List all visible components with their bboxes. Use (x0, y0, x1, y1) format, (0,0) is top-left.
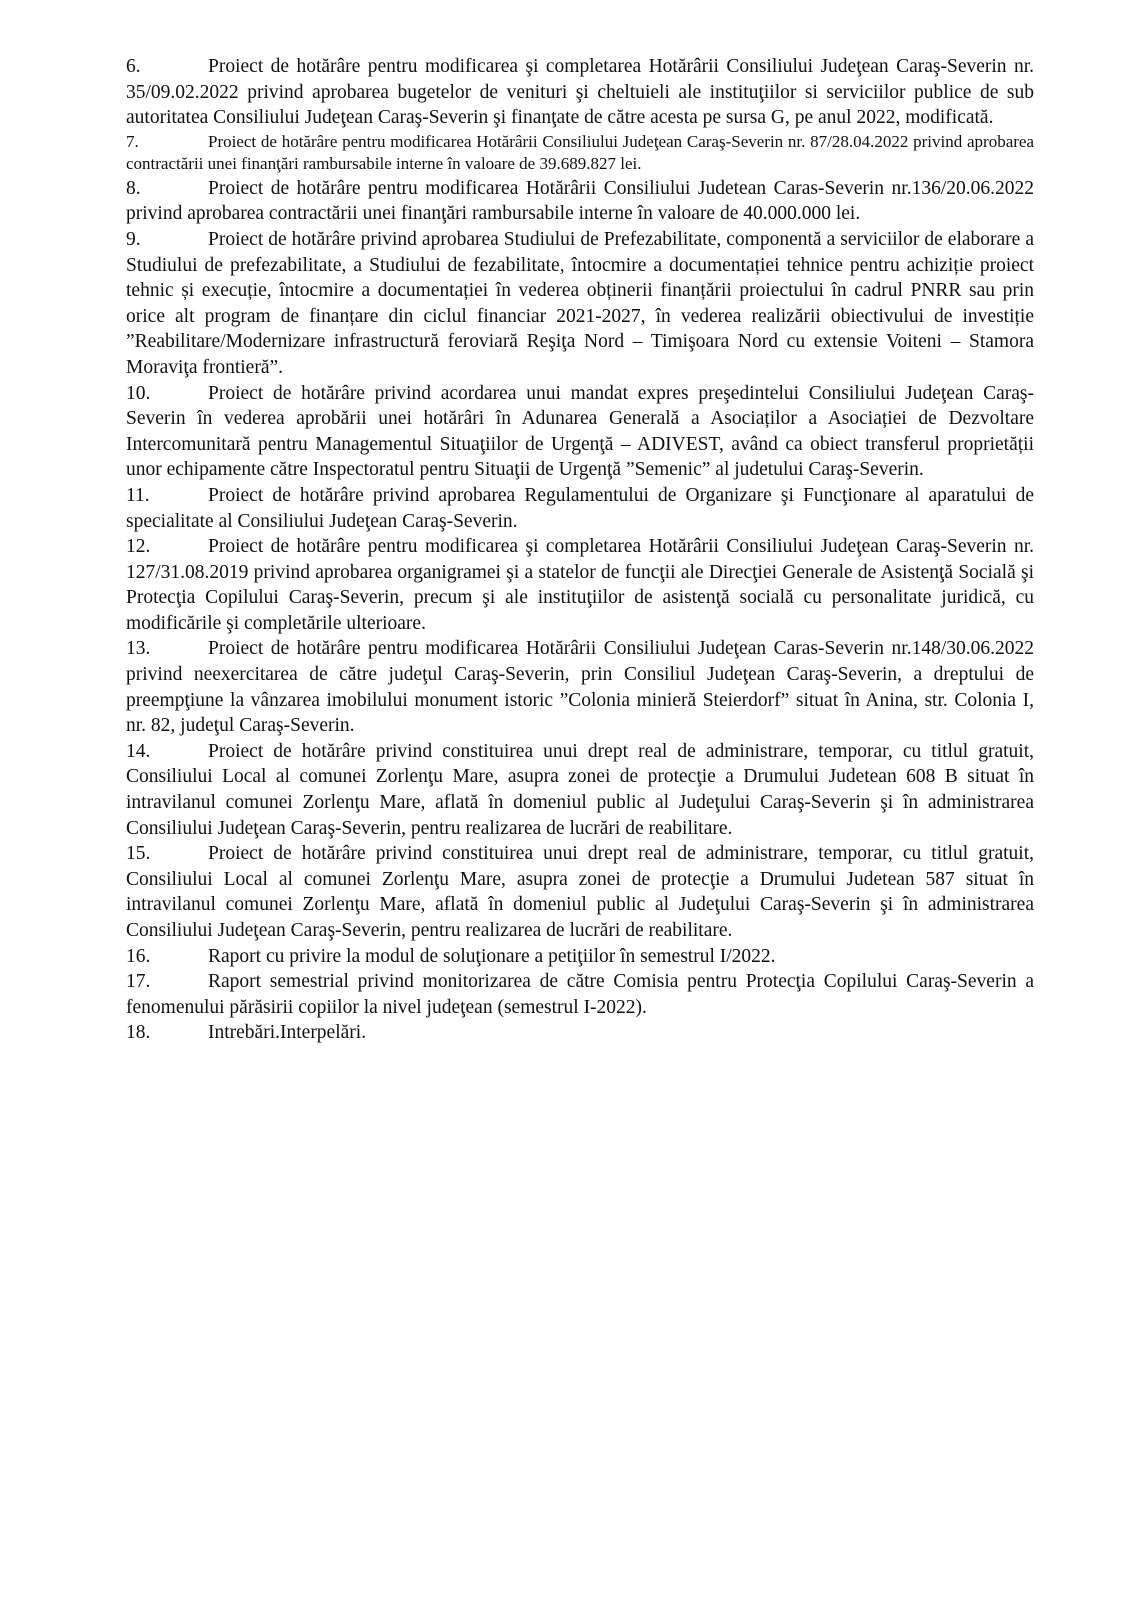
item-text: Proiect de hotărâre pentru modificarea Hotărârii Consiliului Judeţean Caraş-Severin nr. 87/28.04.2022 privind aprobarea contractării unei finanţări rambursabile interne în valoare de 39.689.827 lei. (126, 131, 1034, 174)
item-number: 11. (126, 484, 150, 506)
item-number: 10. (126, 382, 151, 404)
agenda-item-7 (126, 131, 1034, 176)
agenda-item-15 (126, 841, 1034, 943)
item-text: Proiect de hotărâre pentru modificarea şi completarea Hotărârii Consiliului Judeţean Caraş-Severin nr. 35/09.02.2022 privind aprobarea bugetelor de venituri şi cheltuieli ale instituţiilor si serviciilor publice de sub autoritatea Consiliului Judeţean Caraş-Severin şi finanţate de către acesta pe sursa G, pe anul 2022, modificată. (126, 56, 1034, 129)
item-number: 14. (126, 740, 151, 762)
item-text: Proiect de hotărâre privind constituirea unui drept real de administrare, temporar, cu titlul gratuit, Consiliului Local al comunei Zorlenţu Mare, asupra zonei de protecţie a Drumului Judetean 608 B situat în intravilanul comunei Zorlenţu Mare, aflată în domeniul public al Judeţului Caraş-Severin şi în administrarea Consiliului Judeţean Caraş-Severin, pentru realizarea de lucrări de reabilitare. (126, 740, 1034, 839)
item-number: 15. (126, 843, 151, 865)
agenda-list (126, 54, 1034, 1046)
agenda-item-13 (126, 636, 1034, 738)
item-number: 8. (126, 177, 141, 199)
item-text: Proiect de hotărâre privind constituirea unui drept real de administrare, temporar, cu titlul gratuit, Consiliului Local al comunei Zorlenţu Mare, asupra zonei de protecţie a Drumului Judetean 587 situat în intravilanul comunei Zorlenţu Mare, aflată în domeniul public al Judeţului Caraş-Severin şi în administrarea Consiliului Judeţean Caraş-Severin, pentru realizarea de lucrări de reabilitare. (126, 843, 1034, 941)
agenda-item-16 (126, 944, 1034, 970)
agenda-item-8 (126, 176, 1034, 227)
item-text: Proiect de hotărâre pentru modificarea Hotărârii Consiliului Judetean Caras-Severin nr.136/20.06.2022 privind aprobarea contractării unei finanţări rambursabile interne în valoare de 40.000.000 lei. (126, 177, 1034, 225)
agenda-item-14 (126, 739, 1034, 841)
item-text: Proiect de hotărâre privind acordarea unui mandat expres preşedintelui Consiliului Judeţean Caraş-Severin în vederea aprobării unei hotărâri în Adunarea Generală a Asociaților a Asociației de Dezvoltare Intercomunitară pentru Managementul Situaţiilor de Urgenţă – ADIVEST, având ca obiect transferul proprietății unor echipamente către Inspectoratul pentru Situaţii de Urgenţă ”Semenic” al judetului Caraş-Severin. (126, 382, 1034, 481)
item-text: Proiect de hotărâre privind aprobarea Studiului de Prefezabilitate, componentă a serviciilor de elaborare a Studiului de prefezabilitate, a Studiului de fezabilitate, întocmire a documentației tehnice pentru achiziție proiect tehnic și execuție, întocmire a documentației în vederea obținerii finanțării proiectului în cadrul PNRR sau prin orice alt program de finanțare din ciclul financiar 2021-2027, în vederea realizării obiectivului de investiție ”Reabilitare/Modernizare infrastructură feroviară Reşiţa Nord – Timişoara Nord cu extensie Voiteni – Stamora Moraviţa frontieră”. (126, 228, 1034, 378)
item-number: 9. (126, 228, 141, 250)
agenda-item-12 (126, 534, 1034, 636)
item-text: Raport semestrial privind monitorizarea de către Comisia pentru Protecţia Copilului Caraş-Severin a fenomenului părăsirii copiilor la nivel judeţean (semestrul I-2022). (126, 971, 1034, 1018)
item-text: Raport cu privire la modul de soluţionare a petiţiilor în semestrul I/2022. (208, 945, 776, 967)
item-number: 6. (126, 56, 141, 77)
item-text: Proiect de hotărâre pentru modificarea Hotărârii Consiliului Judeţean Caras-Severin nr.148/30.06.2022 privind neexercitarea de către judeţul Caraş-Severin, prin Consiliul Judeţean Caraş-Severin, a dreptului de preempţiune la vânzarea imobilului monument istoric ”Colonia minieră Steierdorf” situat în Anina, str. Colonia I, nr. 82, judeţul Caraş-Severin. (126, 638, 1034, 737)
item-text: Proiect de hotărâre pentru modificarea şi completarea Hotărârii Consiliului Judeţean Caraş-Severin nr. 127/31.08.2019 privind aprobarea organigramei şi a statelor de funcţii ale Direcţiei Generale de Asistenţă Socială şi Protecţia Copilului Caraş-Severin, precum şi ale instituţiilor de asistenţă socială cu personalitate juridică, cu modificările şi completările ulterioare. (126, 536, 1034, 634)
item-number: 12. (126, 536, 151, 558)
item-number: 7. (126, 131, 139, 151)
agenda-item-6 (126, 54, 1034, 131)
item-number: 13. (126, 638, 151, 660)
agenda-item-17 (126, 969, 1034, 1020)
item-number: 17. (126, 971, 151, 993)
agenda-item-10 (126, 381, 1034, 483)
agenda-item-11 (126, 483, 1034, 534)
item-text: Proiect de hotărâre privind aprobarea Regulamentului de Organizare şi Funcţionare al aparatului de specialitate al Consiliului Judeţean Caraş-Severin. (126, 484, 1034, 532)
item-number: 16. (126, 945, 151, 967)
item-number: 18. (126, 1022, 151, 1044)
agenda-item-18 (126, 1020, 1034, 1046)
agenda-item-9 (126, 227, 1034, 381)
item-text: Intrebări.Interpelări. (208, 1022, 367, 1044)
